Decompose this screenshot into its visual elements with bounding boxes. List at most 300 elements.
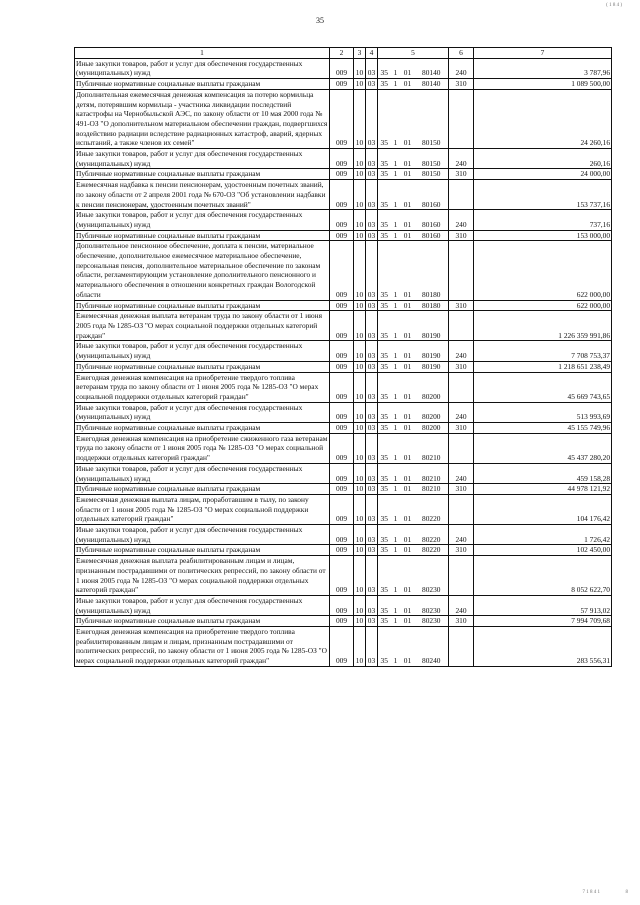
row-csr-main-activity: 01 (401, 372, 415, 402)
row-name: Ежемесячная денежная выплата реабилитированным лицам и лицам, признанным пострадавшими от политических репрессий, по закону области от 1 июня 2005 года № 1285-ОЗ "О мерах социальной поддержки отдельных категорий граждан" (75, 556, 330, 596)
row-csr-main-activity: 01 (401, 180, 415, 210)
table-row (75, 180, 612, 210)
row-csr-subprogram: 1 (391, 545, 401, 556)
row-name: Иные закупки товаров, работ и услуг для обеспечения государственных (муниципальных) нужд (75, 210, 330, 230)
row-code-subsection: 03 (366, 180, 378, 210)
table-row (75, 361, 612, 372)
row-name: Иные закупки товаров, работ и услуг для обеспечения государственных (муниципальных) нужд (75, 402, 330, 422)
table-header-row (75, 48, 612, 59)
row-amount: 622 000,00 (474, 241, 612, 300)
row-code-subsection: 03 (366, 484, 378, 495)
row-csr-direction: 80190 (415, 361, 449, 372)
row-expense-type (449, 627, 474, 667)
row-csr-program: 35 (378, 149, 391, 169)
row-code-section: 10 (354, 556, 366, 596)
row-code-subsection: 03 (366, 89, 378, 148)
table-row (75, 241, 612, 300)
row-expense-type: 310 (449, 300, 474, 311)
row-code-section: 10 (354, 545, 366, 556)
row-code-admin: 009 (330, 210, 354, 230)
row-csr-main-activity: 01 (401, 627, 415, 667)
row-name: Дополнительное пенсионное обеспечение, доплата к пенсии, материальное обеспечение, дополнительное ежемесячное материальное обеспечение, персональная пенсия, дополнительное материальное обеспечение по законам области, регламентирующим установление дополнительного пенсионного и материального обеспечения в отношении конкретных граждан Вологодской области (75, 241, 330, 300)
row-code-section: 10 (354, 241, 366, 300)
row-amount: 513 993,69 (474, 402, 612, 422)
row-csr-subprogram: 1 (391, 556, 401, 596)
row-csr-subprogram: 1 (391, 311, 401, 341)
row-code-subsection: 03 (366, 300, 378, 311)
row-csr-main-activity: 01 (401, 616, 415, 627)
row-csr-program: 35 (378, 180, 391, 210)
row-csr-program: 35 (378, 484, 391, 495)
row-name: Ежемесячная денежная выплата лицам, проработавшим в тылу, по закону области от 1 июня 2005 года № 1285-ОЗ "О мерах социальной поддержки отдельных категорий граждан" (75, 494, 330, 524)
row-code-subsection: 03 (366, 423, 378, 434)
row-code-section: 10 (354, 627, 366, 667)
row-amount: 24 000,00 (474, 169, 612, 180)
row-expense-type: 240 (449, 525, 474, 545)
table-row (75, 423, 612, 434)
table-row (75, 556, 612, 596)
row-code-subsection: 03 (366, 149, 378, 169)
row-csr-subprogram: 1 (391, 241, 401, 300)
row-amount: 8 052 622,70 (474, 556, 612, 596)
row-code-section: 10 (354, 616, 366, 627)
table-row (75, 311, 612, 341)
row-code-subsection: 03 (366, 241, 378, 300)
row-code-admin: 009 (330, 372, 354, 402)
row-code-section: 10 (354, 341, 366, 361)
row-expense-type: 310 (449, 169, 474, 180)
row-csr-subprogram: 1 (391, 433, 401, 463)
table-row (75, 149, 612, 169)
row-csr-direction: 80160 (415, 180, 449, 210)
row-expense-type: 240 (449, 210, 474, 230)
row-code-subsection: 03 (366, 58, 378, 78)
row-code-subsection: 03 (366, 402, 378, 422)
row-code-admin: 009 (330, 525, 354, 545)
row-amount: 45 155 749,96 (474, 423, 612, 434)
row-code-admin: 009 (330, 595, 354, 615)
row-csr-main-activity: 01 (401, 311, 415, 341)
row-csr-main-activity: 01 (401, 241, 415, 300)
row-csr-direction: 80240 (415, 627, 449, 667)
row-csr-main-activity: 01 (401, 149, 415, 169)
row-name: Иные закупки товаров, работ и услуг для обеспечения государственных (муниципальных) нужд (75, 58, 330, 78)
row-csr-subprogram: 1 (391, 230, 401, 241)
row-code-admin: 009 (330, 241, 354, 300)
row-code-section: 10 (354, 210, 366, 230)
row-csr-direction: 80190 (415, 341, 449, 361)
row-csr-direction: 80150 (415, 89, 449, 148)
row-csr-program: 35 (378, 525, 391, 545)
row-code-subsection: 03 (366, 311, 378, 341)
row-csr-program: 35 (378, 230, 391, 241)
row-name: Иные закупки товаров, работ и услуг для обеспечения государственных (муниципальных) нужд (75, 525, 330, 545)
row-code-section: 10 (354, 169, 366, 180)
row-name: Ежегодная денежная компенсация на приобретение твердого топлива ветеранам труда по закону области от 1 июня 2005 года № 1285-ОЗ "О мерах социальной поддержки отдельных категорий граждан" (75, 372, 330, 402)
row-amount: 153 000,00 (474, 230, 612, 241)
row-code-section: 10 (354, 423, 366, 434)
row-csr-direction: 80140 (415, 58, 449, 78)
col-header-7: 7 (474, 48, 612, 59)
row-csr-subprogram: 1 (391, 616, 401, 627)
row-csr-subprogram: 1 (391, 210, 401, 230)
row-expense-type: 310 (449, 616, 474, 627)
row-amount: 24 260,16 (474, 89, 612, 148)
row-csr-direction: 80200 (415, 372, 449, 402)
row-code-subsection: 03 (366, 230, 378, 241)
row-csr-subprogram: 1 (391, 149, 401, 169)
row-name: Иные закупки товаров, работ и услуг для обеспечения государственных (муниципальных) нужд (75, 341, 330, 361)
row-csr-direction: 80210 (415, 484, 449, 495)
row-csr-main-activity: 01 (401, 423, 415, 434)
row-code-admin: 009 (330, 89, 354, 148)
table-row (75, 300, 612, 311)
row-csr-subprogram: 1 (391, 169, 401, 180)
row-csr-main-activity: 01 (401, 433, 415, 463)
table-row (75, 402, 612, 422)
row-csr-subprogram: 1 (391, 341, 401, 361)
row-csr-program: 35 (378, 556, 391, 596)
row-csr-main-activity: 01 (401, 341, 415, 361)
row-amount: 7 994 709,68 (474, 616, 612, 627)
row-name: Ежегодная денежная компенсация на приобретение твердого топлива реабилитированным лицам и лицам, признанным пострадавшими от политических репрессий, по закону области от 1 июня 2005 года № 1285-ОЗ "О мерах социальной поддержки отдельных категорий граждан" (75, 627, 330, 667)
col-header-2: 2 (330, 48, 354, 59)
row-csr-direction: 80180 (415, 300, 449, 311)
row-amount: 44 978 121,92 (474, 484, 612, 495)
table-row (75, 616, 612, 627)
row-code-section: 10 (354, 372, 366, 402)
row-expense-type (449, 241, 474, 300)
row-expense-type (449, 89, 474, 148)
table-row (75, 494, 612, 524)
row-code-section: 10 (354, 595, 366, 615)
row-expense-type (449, 433, 474, 463)
row-csr-subprogram: 1 (391, 525, 401, 545)
row-name: Публичные нормативные социальные выплаты гражданам (75, 545, 330, 556)
row-code-subsection: 03 (366, 595, 378, 615)
row-csr-direction: 80200 (415, 423, 449, 434)
row-csr-subprogram: 1 (391, 300, 401, 311)
row-csr-subprogram: 1 (391, 361, 401, 372)
row-expense-type: 240 (449, 595, 474, 615)
row-csr-main-activity: 01 (401, 595, 415, 615)
row-code-section: 10 (354, 180, 366, 210)
row-name: Публичные нормативные социальные выплаты гражданам (75, 300, 330, 311)
row-code-subsection: 03 (366, 372, 378, 402)
row-code-section: 10 (354, 149, 366, 169)
row-expense-type: 310 (449, 361, 474, 372)
row-csr-direction: 80150 (415, 149, 449, 169)
row-code-section: 10 (354, 494, 366, 524)
row-code-section: 10 (354, 361, 366, 372)
row-code-subsection: 03 (366, 556, 378, 596)
row-code-subsection: 03 (366, 494, 378, 524)
row-csr-main-activity: 01 (401, 556, 415, 596)
row-code-admin: 009 (330, 58, 354, 78)
row-csr-subprogram: 1 (391, 58, 401, 78)
row-code-section: 10 (354, 433, 366, 463)
row-code-admin: 009 (330, 484, 354, 495)
row-name: Иные закупки товаров, работ и услуг для обеспечения государственных (муниципальных) нужд (75, 463, 330, 483)
row-code-admin: 009 (330, 423, 354, 434)
row-csr-program: 35 (378, 241, 391, 300)
table-row (75, 627, 612, 667)
row-csr-program: 35 (378, 89, 391, 148)
row-csr-program: 35 (378, 311, 391, 341)
row-expense-type: 310 (449, 484, 474, 495)
row-amount: 1 089 500,00 (474, 79, 612, 90)
row-csr-program: 35 (378, 616, 391, 627)
col-header-5: 5 (378, 48, 449, 59)
row-code-section: 10 (354, 79, 366, 90)
table-row (75, 545, 612, 556)
row-expense-type (449, 372, 474, 402)
row-csr-subprogram: 1 (391, 402, 401, 422)
row-code-subsection: 03 (366, 341, 378, 361)
row-code-section: 10 (354, 300, 366, 311)
row-code-admin: 009 (330, 180, 354, 210)
row-name: Дополнительная ежемесячная денежная компенсация за потерю кормильца детям, потерявшим кормильца - участника ликвидации последствий катастрофы на Чернобыльской АЭС, по закону области от 10 мая 2000 года № 491-ОЗ "О дополнительном материальном обеспечении граждан, подвергшихся воздействию радиации вследствие радиационных катастроф, аварий, ядерных испытаний, а также членов их семей" (75, 89, 330, 148)
row-csr-direction: 80140 (415, 79, 449, 90)
row-name: Публичные нормативные социальные выплаты гражданам (75, 484, 330, 495)
row-csr-program: 35 (378, 402, 391, 422)
row-code-admin: 009 (330, 79, 354, 90)
row-code-subsection: 03 (366, 433, 378, 463)
row-csr-direction: 80160 (415, 230, 449, 241)
row-csr-direction: 80200 (415, 402, 449, 422)
row-expense-type (449, 311, 474, 341)
row-csr-program: 35 (378, 595, 391, 615)
row-csr-direction: 80210 (415, 463, 449, 483)
row-csr-direction: 80210 (415, 433, 449, 463)
row-csr-direction: 80180 (415, 241, 449, 300)
row-expense-type (449, 556, 474, 596)
row-name: Публичные нормативные социальные выплаты гражданам (75, 230, 330, 241)
row-csr-direction: 80230 (415, 616, 449, 627)
table-row (75, 372, 612, 402)
row-code-admin: 009 (330, 545, 354, 556)
row-amount: 102 450,00 (474, 545, 612, 556)
col-header-1: 1 (75, 48, 330, 59)
table-row (75, 341, 612, 361)
row-amount: 3 787,96 (474, 58, 612, 78)
row-csr-subprogram: 1 (391, 79, 401, 90)
row-amount: 260,16 (474, 149, 612, 169)
table-row (75, 58, 612, 78)
row-csr-main-activity: 01 (401, 89, 415, 148)
row-amount: 45 669 743,65 (474, 372, 612, 402)
row-csr-direction: 80220 (415, 545, 449, 556)
row-amount: 7 708 753,37 (474, 341, 612, 361)
row-name: Ежегодная денежная компенсация на приобретение сжиженного газа ветеранам труда по закону области от 1 июня 2005 года № 1285-ОЗ "О мерах социальной поддержки отдельных категорий граждан" (75, 433, 330, 463)
row-code-section: 10 (354, 311, 366, 341)
row-csr-program: 35 (378, 494, 391, 524)
row-expense-type: 240 (449, 149, 474, 169)
row-csr-main-activity: 01 (401, 169, 415, 180)
row-code-subsection: 03 (366, 463, 378, 483)
row-csr-main-activity: 01 (401, 361, 415, 372)
table-row (75, 595, 612, 615)
row-amount: 104 176,42 (474, 494, 612, 524)
row-code-section: 10 (354, 402, 366, 422)
row-csr-main-activity: 01 (401, 484, 415, 495)
row-csr-subprogram: 1 (391, 494, 401, 524)
row-code-admin: 009 (330, 300, 354, 311)
row-name: Публичные нормативные социальные выплаты гражданам (75, 616, 330, 627)
row-csr-subprogram: 1 (391, 89, 401, 148)
row-expense-type: 240 (449, 463, 474, 483)
table-row (75, 463, 612, 483)
row-csr-program: 35 (378, 361, 391, 372)
row-expense-type: 310 (449, 423, 474, 434)
row-code-subsection: 03 (366, 525, 378, 545)
row-code-admin: 009 (330, 433, 354, 463)
row-csr-main-activity: 01 (401, 463, 415, 483)
row-code-subsection: 03 (366, 545, 378, 556)
row-expense-type (449, 494, 474, 524)
row-csr-main-activity: 01 (401, 300, 415, 311)
row-expense-type: 310 (449, 79, 474, 90)
table-row (75, 484, 612, 495)
row-csr-program: 35 (378, 300, 391, 311)
table-row (75, 169, 612, 180)
row-code-section: 10 (354, 230, 366, 241)
row-code-admin: 009 (330, 361, 354, 372)
row-name: Иные закупки товаров, работ и услуг для обеспечения государственных (муниципальных) нужд (75, 595, 330, 615)
row-name: Публичные нормативные социальные выплаты гражданам (75, 169, 330, 180)
table-body (75, 58, 612, 666)
row-code-admin: 009 (330, 230, 354, 241)
row-amount: 622 000,00 (474, 300, 612, 311)
row-code-admin: 009 (330, 463, 354, 483)
row-expense-type: 240 (449, 58, 474, 78)
row-name: Публичные нормативные социальные выплаты гражданам (75, 423, 330, 434)
row-code-admin: 009 (330, 311, 354, 341)
budget-table (74, 47, 612, 667)
row-csr-program: 35 (378, 433, 391, 463)
corner-mark-bottom: 7 1 8 4 1 (582, 890, 600, 895)
row-name: Ежемесячная надбавка к пенсии пенсионерам, удостоенным почетных званий, по закону области от 2 апреля 2001 года № 670-ОЗ "Об установлении надбавки к пенсии пенсионерам, удостоенным почетных званий" (75, 180, 330, 210)
corner-mark-bottom-right: 8 (625, 890, 628, 895)
row-csr-direction: 80230 (415, 595, 449, 615)
row-amount: 57 913,02 (474, 595, 612, 615)
row-csr-direction: 80190 (415, 311, 449, 341)
row-expense-type: 240 (449, 402, 474, 422)
row-csr-main-activity: 01 (401, 545, 415, 556)
row-csr-direction: 80160 (415, 210, 449, 230)
row-expense-type: 310 (449, 545, 474, 556)
row-csr-program: 35 (378, 169, 391, 180)
row-csr-subprogram: 1 (391, 463, 401, 483)
row-csr-program: 35 (378, 58, 391, 78)
row-expense-type (449, 180, 474, 210)
row-csr-main-activity: 01 (401, 525, 415, 545)
col-header-6: 6 (449, 48, 474, 59)
row-csr-program: 35 (378, 463, 391, 483)
table-row (75, 525, 612, 545)
row-csr-direction: 80230 (415, 556, 449, 596)
col-header-4: 4 (366, 48, 378, 59)
row-code-section: 10 (354, 58, 366, 78)
row-expense-type: 240 (449, 341, 474, 361)
page-number: 35 (316, 16, 324, 25)
row-csr-subprogram: 1 (391, 484, 401, 495)
row-code-subsection: 03 (366, 627, 378, 667)
row-csr-subprogram: 1 (391, 423, 401, 434)
row-amount: 45 437 280,20 (474, 433, 612, 463)
row-code-subsection: 03 (366, 616, 378, 627)
row-amount: 1 218 651 238,49 (474, 361, 612, 372)
row-csr-program: 35 (378, 545, 391, 556)
row-csr-main-activity: 01 (401, 58, 415, 78)
row-code-subsection: 03 (366, 361, 378, 372)
row-csr-subprogram: 1 (391, 180, 401, 210)
row-expense-type: 310 (449, 230, 474, 241)
row-code-subsection: 03 (366, 210, 378, 230)
row-csr-subprogram: 1 (391, 372, 401, 402)
row-csr-main-activity: 01 (401, 79, 415, 90)
row-code-subsection: 03 (366, 79, 378, 90)
row-name: Ежемесячная денежная выплата ветеранам труда по закону области от 1 июня 2005 года № 1285-ОЗ "О мерах социальной поддержки отдельных категорий граждан" (75, 311, 330, 341)
row-code-admin: 009 (330, 627, 354, 667)
row-code-section: 10 (354, 484, 366, 495)
row-code-section: 10 (354, 89, 366, 148)
row-code-admin: 009 (330, 402, 354, 422)
row-code-section: 10 (354, 525, 366, 545)
row-name: Иные закупки товаров, работ и услуг для обеспечения государственных (муниципальных) нужд (75, 149, 330, 169)
row-csr-main-activity: 01 (401, 230, 415, 241)
corner-mark-top: ( 1 8 4 ) (606, 3, 622, 8)
row-csr-direction: 80150 (415, 169, 449, 180)
table-row (75, 433, 612, 463)
row-csr-direction: 80220 (415, 525, 449, 545)
row-csr-program: 35 (378, 627, 391, 667)
row-code-subsection: 03 (366, 169, 378, 180)
table-row (75, 79, 612, 90)
row-csr-program: 35 (378, 341, 391, 361)
row-code-admin: 009 (330, 169, 354, 180)
table-row (75, 210, 612, 230)
row-amount: 1 726,42 (474, 525, 612, 545)
row-code-admin: 009 (330, 149, 354, 169)
row-csr-program: 35 (378, 372, 391, 402)
row-csr-program: 35 (378, 79, 391, 90)
row-code-admin: 009 (330, 556, 354, 596)
row-csr-main-activity: 01 (401, 402, 415, 422)
row-name: Публичные нормативные социальные выплаты гражданам (75, 361, 330, 372)
table-row (75, 230, 612, 241)
row-csr-program: 35 (378, 423, 391, 434)
row-code-admin: 009 (330, 494, 354, 524)
row-csr-main-activity: 01 (401, 494, 415, 524)
row-csr-main-activity: 01 (401, 210, 415, 230)
row-code-section: 10 (354, 463, 366, 483)
row-csr-program: 35 (378, 210, 391, 230)
row-name: Публичные нормативные социальные выплаты гражданам (75, 79, 330, 90)
row-amount: 737,16 (474, 210, 612, 230)
row-code-admin: 009 (330, 341, 354, 361)
row-csr-subprogram: 1 (391, 627, 401, 667)
row-amount: 459 158,28 (474, 463, 612, 483)
row-amount: 283 556,31 (474, 627, 612, 667)
table-row (75, 89, 612, 148)
row-code-admin: 009 (330, 616, 354, 627)
col-header-3: 3 (354, 48, 366, 59)
row-amount: 153 737,16 (474, 180, 612, 210)
row-csr-direction: 80220 (415, 494, 449, 524)
row-csr-subprogram: 1 (391, 595, 401, 615)
row-amount: 1 226 359 991,86 (474, 311, 612, 341)
